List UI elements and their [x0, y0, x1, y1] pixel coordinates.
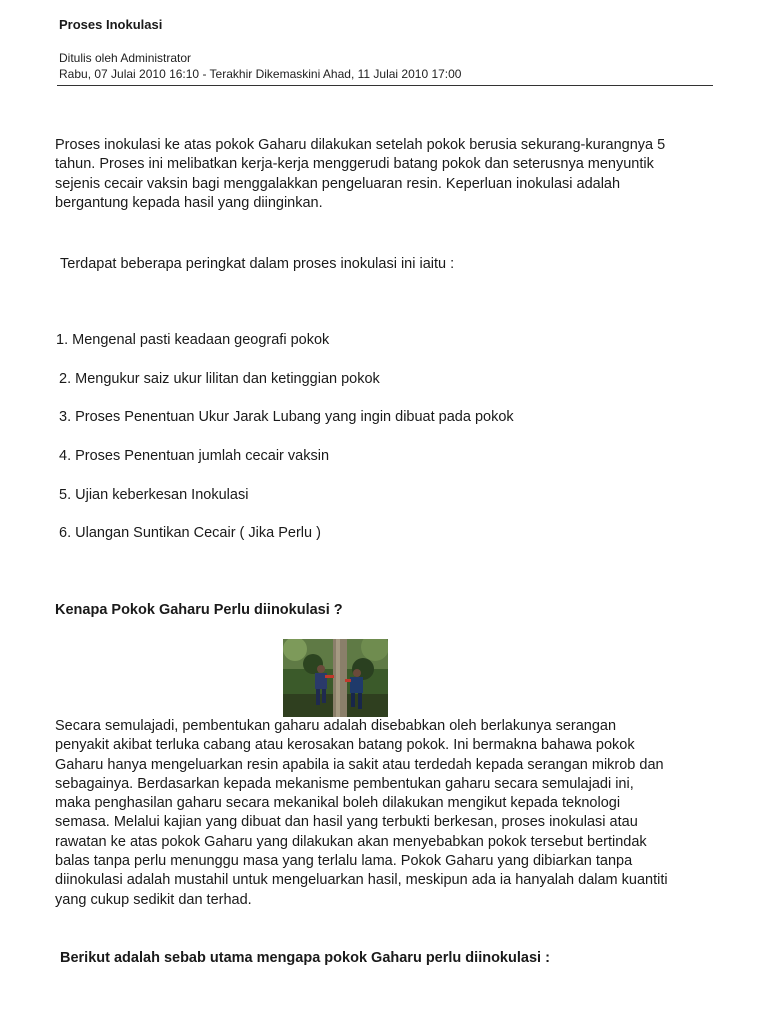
explain-line: Gaharu hanya mengeluarkan resin apabila ia sakit atau terdedah kepada serangan mikrob dan [55, 756, 664, 773]
explain-line: semasa. Melalui kajian yang dibuat dan hasil yang terbukti berkesan, proses inokulasi atau [55, 814, 638, 831]
explain-line: diinokulasi adalah mustahil untuk mengeluarkan hasil, meskipun ada ia hanyalah dalam kuantiti [55, 872, 668, 889]
intro-line: sejenis cecair vaksin bagi menggalakkan pengeluaran resin. Keperluan inokulasi adalah [55, 175, 621, 192]
intro-line: Proses inokulasi ke atas pokok Gaharu dilakukan setelah pokok berusia sekurang-kurangnya 5 [55, 137, 666, 153]
explain-line: yang cukup sedikit dan terhad. [55, 891, 252, 908]
step-item: 2. Mengukur saiz ukur lilitan dan ketinggian pokok [59, 371, 380, 387]
step-item: 6. Ulangan Suntikan Cecair ( Jika Perlu ) [59, 525, 321, 541]
intro-line: tahun. Proses ini melibatkan kerja-kerja menggerudi batang pokok dan seterusnya menyuntik [55, 156, 654, 173]
date-line: Rabu, 07 Julai 2010 16:10 - Terakhir Dikemaskini Ahad, 11 Julai 2010 17:00 [59, 67, 462, 81]
intro-paragraph [55, 136, 715, 213]
article-title: Proses Inokulasi [59, 17, 163, 32]
explain-line: penyakit akibat terluka cabang atau kerosakan batang pokok. Ini bermakna bahawa pokok [55, 737, 635, 754]
explanation-paragraph [55, 717, 715, 910]
explain-line: maka penghasilan gaharu secara mekanikal boleh dilakukan mengikut kepada teknologi [55, 795, 621, 812]
author-line: Ditulis oleh Administrator [59, 51, 192, 65]
step-item: 4. Proses Penentuan jumlah cecair vaksin [59, 448, 330, 464]
intro-line: bergantung kepada hasil yang diinginkan. [55, 194, 323, 211]
explain-line: sebagainya. Berdasarkan kepada mekanisme pembentukan gaharu secara semulajadi ini, [55, 775, 634, 792]
explain-line: rawatan ke atas pokok Gaharu yang dilakukan akan menyebabkan pokok tersebut bertindak [55, 833, 647, 850]
explain-line: balas tanpa perlu menunggu masa yang terlalu lama. Pokok Gaharu yang dibiarkan tanpa [55, 853, 633, 870]
tree-workers-illustration [283, 639, 388, 717]
step-item: 3. Proses Penentuan Ukur Jarak Lubang yang ingin dibuat pada pokok [59, 409, 514, 425]
header-divider [57, 85, 713, 86]
section-heading-reasons: Berikut adalah sebab utama mengapa pokok Gaharu perlu diinokulasi : [60, 950, 550, 966]
inoculation-photo [283, 639, 388, 717]
steps-intro: Terdapat beberapa peringkat dalam proses inokulasi ini iaitu : [60, 256, 455, 272]
step-item: 1. Mengenal pasti keadaan geografi pokok [56, 332, 330, 348]
section-heading-why: Kenapa Pokok Gaharu Perlu diinokulasi ? [55, 602, 343, 618]
step-item: 5. Ujian keberkesan Inokulasi [59, 487, 249, 503]
explain-line: Secara semulajadi, pembentukan gaharu adalah disebabkan oleh berlakunya serangan [55, 718, 617, 734]
